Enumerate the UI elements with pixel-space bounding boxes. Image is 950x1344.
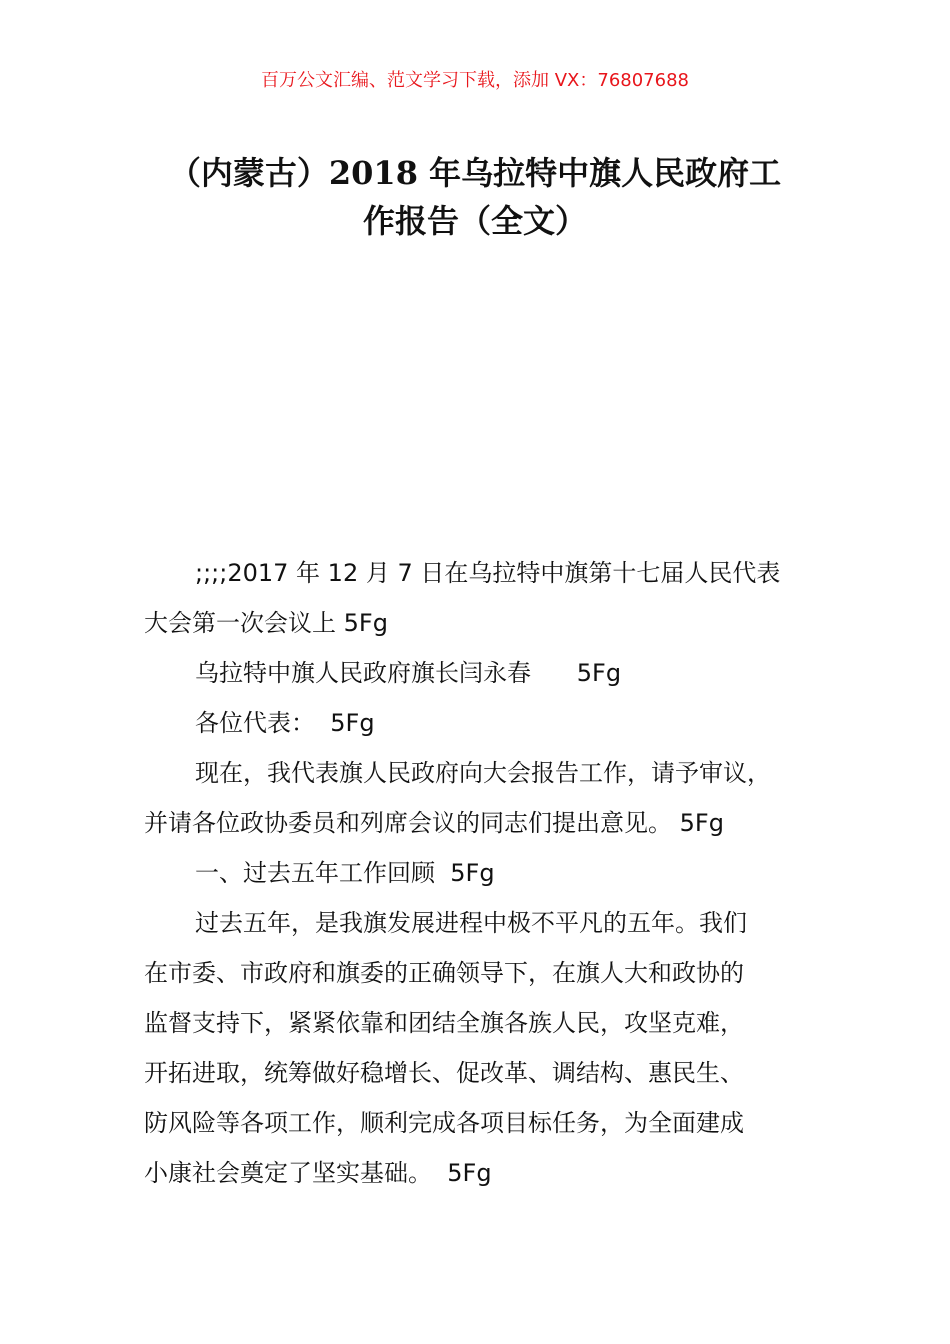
body-line-para-2: 在市委、市政府和旗委的正确领导下，在旗人大和政协的 <box>144 959 744 987</box>
body-line-meeting: 大会第一次会议上 5Fg <box>144 609 388 637</box>
document-title-line-2: 作报告（全文） <box>362 202 587 240</box>
section-heading-review: 一、过去五年工作回顾 5Fg <box>195 859 495 887</box>
document-title-line-1: （内蒙古）2018 年乌拉特中旗人民政府工 <box>168 154 782 192</box>
body-line-para-6: 小康社会奠定了坚实基础。 5Fg <box>144 1159 492 1187</box>
body-line-speaker: 乌拉特中旗人民政府旗长闫永春 5Fg <box>195 659 622 687</box>
promo-banner: 百万公文汇编、范文学习下载，添加 VX：76807688 <box>261 70 689 91</box>
body-line-para-3: 监督支持下，紧紧依靠和团结全旗各族人民，攻坚克难， <box>144 1009 744 1037</box>
body-line-intro-2: 并请各位政协委员和列席会议的同志们提出意见。 5Fg <box>144 809 724 837</box>
body-line-date: ;;;;2017 年 12 月 7 日在乌拉特中旗第十七届人民代表 <box>195 559 781 587</box>
body-line-intro-1: 现在，我代表旗人民政府向大会报告工作，请予审议， <box>195 759 771 787</box>
body-line-para-5: 防风险等各项工作，顺利完成各项目标任务，为全面建成 <box>144 1109 744 1137</box>
body-line-para-4: 开拓进取，统筹做好稳增长、促改革、调结构、惠民生、 <box>144 1059 744 1087</box>
body-line-para-1: 过去五年，是我旗发展进程中极不平凡的五年。我们 <box>195 909 747 937</box>
body-line-salutation: 各位代表： 5Fg <box>195 709 375 737</box>
